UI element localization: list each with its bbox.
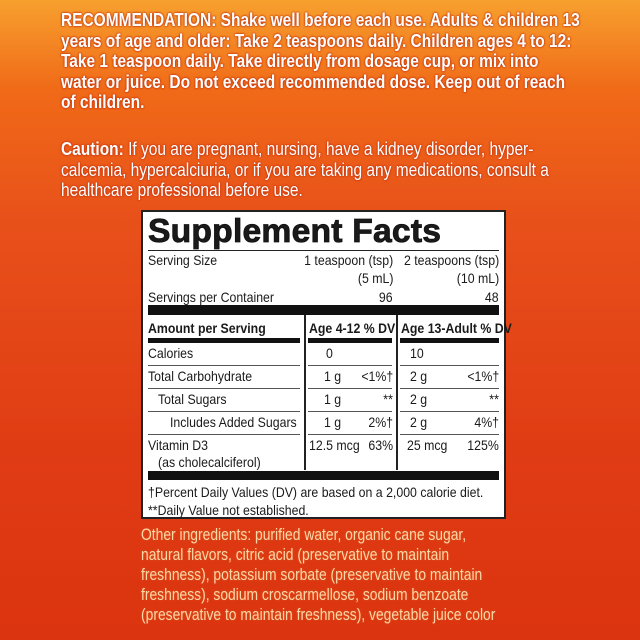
serving-child: 1 teaspoon (tsp) [303, 252, 393, 268]
servings-adult: 48 [485, 289, 499, 305]
nutrient-name: Vitamin D3 [148, 437, 209, 453]
caution-text [61, 139, 549, 201]
child-amount: 1 g [324, 368, 342, 384]
facts-title: Supplement Facts [148, 212, 442, 249]
line: of children. [61, 92, 145, 112]
row-divider [148, 388, 300, 389]
child-dv: 2%† [368, 414, 393, 430]
child-amount: 0 [326, 345, 333, 361]
serving-size-label: Serving Size [148, 252, 218, 268]
col-adult-header: Age 13-Adult % DV [401, 320, 512, 336]
line: freshness), sodium croscarmellose, sodium benzoate [141, 586, 469, 604]
row-divider [148, 411, 300, 412]
adult-amount: 2 g [410, 414, 428, 430]
row-divider [148, 365, 300, 366]
child-dv: <1%† [361, 368, 393, 384]
child-amount: 1 g [324, 391, 342, 407]
row-divider [308, 411, 392, 412]
line: healthcare professional before use. [61, 180, 303, 200]
column-divider [396, 315, 398, 470]
amount-header: Amount per Serving [148, 320, 266, 336]
child-amount: 12.5 mcg [309, 437, 360, 453]
line: RECOMMENDATION: Shake well before each use. Adults & children 13 [61, 10, 580, 30]
serving-adult-ml: (10 mL) [456, 270, 499, 286]
adult-dv: 125% [467, 437, 499, 453]
row-divider [400, 388, 499, 389]
caution-label: Caution: [61, 139, 124, 159]
line: Other ingredients: purified water, organic cane sugar, [141, 526, 467, 544]
adult-amount: 10 [410, 345, 424, 361]
line: water or juice. Do not exceed recommended dose. Keep out of reach [61, 71, 566, 92]
child-amount: 1 g [324, 414, 342, 430]
adult-amount: 2 g [410, 368, 428, 384]
serving-adult: 2 teaspoons (tsp) [403, 252, 499, 268]
recommendation-text [61, 10, 580, 113]
adult-dv: ** [489, 391, 499, 407]
adult-dv: 4%† [474, 414, 499, 430]
row-divider [400, 365, 499, 366]
line: (preservative to maintain freshness), vegetable juice color [141, 606, 496, 624]
line: Take 1 teaspoon daily. Take directly from dosage cup, or mix into [61, 51, 539, 71]
line: calcemia, hypercalciuria, or if you are taking any medications, consult a [61, 159, 549, 180]
line [61, 139, 549, 160]
servings-child: 96 [379, 289, 393, 305]
other-ingredients [141, 525, 495, 625]
nutrient-name: Total Carbohydrate [148, 368, 253, 384]
row-divider [148, 434, 300, 435]
adult-dv: <1%† [467, 368, 499, 384]
serving-child-ml: (5 mL) [357, 270, 393, 286]
line: years of age and older: Take 2 teaspoons daily. Children ages 4 to 12: [61, 30, 572, 51]
servings-label: Servings per Container [148, 289, 275, 305]
child-dv: ** [383, 391, 393, 407]
divider-bar [148, 471, 499, 480]
row-divider [400, 434, 499, 435]
supplement-facts-panel [141, 210, 512, 519]
nutrient-name: Calories [148, 345, 194, 361]
footnote-not-established: **Daily Value not established. [148, 502, 309, 518]
nutrient-name: Includes Added Sugars [170, 414, 297, 430]
row-divider [400, 411, 499, 412]
footnote-dv: †Percent Daily Values (DV) are based on a 2,000 calorie diet. [148, 484, 484, 500]
adult-amount: 25 mcg [407, 437, 448, 453]
child-dv: 63% [368, 437, 393, 453]
col-child-header: Age 4-12 % DV [309, 320, 396, 336]
row-divider [308, 365, 392, 366]
line: freshness), potassium sorbate (preservative to maintain [141, 566, 483, 584]
nutrient-name: Total Sugars [158, 391, 227, 407]
line-text: If you are pregnant, nursing, have a kidney disorder, hyper- [123, 139, 534, 159]
line: natural flavors, citric acid (preservative to maintain [141, 546, 450, 564]
divider-bar [148, 305, 499, 315]
adult-amount: 2 g [410, 391, 428, 407]
nutrient-subname: (as cholecalciferol) [158, 454, 261, 470]
row-divider [308, 434, 392, 435]
column-divider [304, 315, 306, 470]
row-divider [308, 388, 392, 389]
